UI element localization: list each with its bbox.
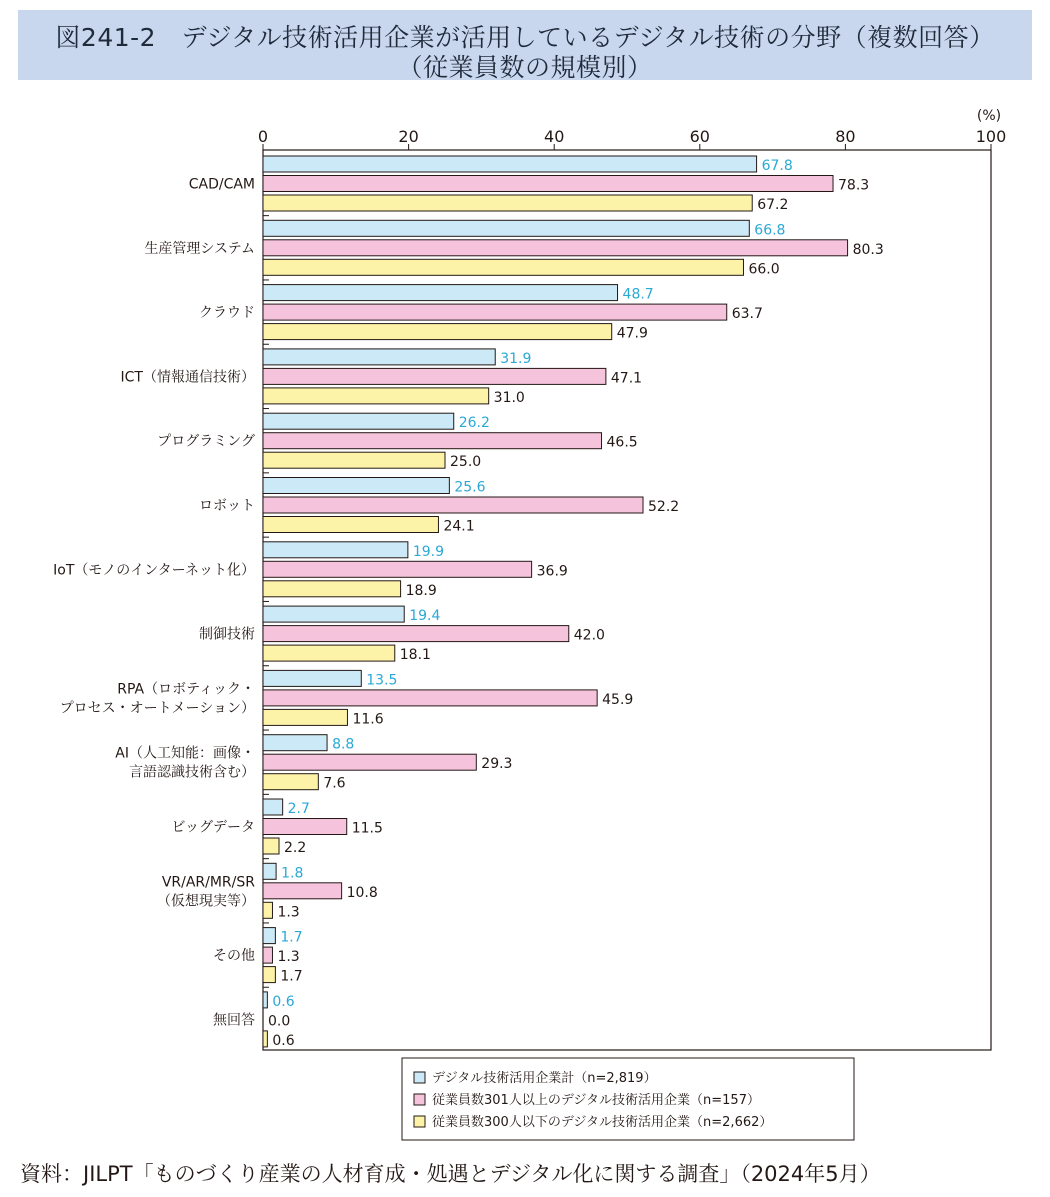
data-label: 47.9: [616, 325, 648, 342]
category-label: ICT（情報通信技術）: [120, 369, 255, 386]
category-label: RPA（ロボティック・: [117, 681, 255, 698]
data-label: 19.9: [412, 543, 445, 560]
bar: [263, 967, 275, 983]
data-label: 2.2: [284, 840, 307, 856]
x-tick-label: 100: [975, 127, 1007, 146]
category-label: （仮想現実等）: [157, 893, 255, 910]
category-label: 言語認識技術含む）: [129, 764, 255, 781]
data-label: 18.9: [405, 582, 437, 599]
data-label: 13.5: [366, 672, 398, 689]
bar: [263, 992, 267, 1008]
bar: [263, 220, 749, 236]
data-label: 0.0: [268, 1013, 291, 1030]
data-label: 80.3: [852, 241, 884, 258]
data-label: 42.0: [573, 627, 605, 644]
unit-label: (%): [976, 108, 1002, 124]
data-label: 1.7: [280, 968, 303, 985]
data-label: 47.1: [610, 370, 643, 387]
bar: [263, 606, 404, 622]
bar: [263, 581, 401, 597]
bar: [263, 799, 283, 815]
x-tick-label: 20: [398, 127, 419, 146]
bar: [263, 542, 408, 558]
category-label: 生産管理システム: [144, 240, 255, 257]
x-tick-label: 80: [835, 127, 856, 146]
data-label: 18.1: [399, 647, 431, 664]
source-note: 資料：JILPT「ものづくり産業の人材育成・処遇とデジタル化に関する調査」（2024年5月）: [20, 1162, 881, 1186]
bar: [263, 433, 602, 449]
data-label: 1.8: [281, 865, 304, 882]
bar: [263, 709, 347, 725]
data-label: 0.6: [272, 1032, 295, 1049]
x-tick-label: 60: [689, 127, 710, 146]
data-label: 25.6: [454, 479, 486, 496]
legend-label: 従業員数300人以下のデジタル技術活用企業（n=2,662）: [432, 1115, 773, 1130]
bar: [263, 754, 476, 770]
category-label: 制御技術: [199, 626, 255, 643]
chart-subtitle: （従業員数の規模別）: [397, 53, 653, 82]
category-label: VR/AR/MR/SR: [161, 874, 255, 891]
bar: [263, 838, 279, 854]
bar: [263, 928, 275, 944]
legend-swatch: [414, 1072, 425, 1083]
data-label: 10.8: [346, 884, 378, 901]
data-label: 2.7: [287, 801, 310, 817]
bar: [263, 863, 276, 879]
category-label: CAD/CAM: [188, 176, 255, 193]
data-label: 0.6: [272, 993, 295, 1010]
bar: [263, 195, 752, 211]
data-label: 7.6: [323, 775, 346, 792]
data-label: 48.7: [622, 286, 654, 303]
bar: [263, 902, 272, 918]
data-label: 11.5: [351, 820, 383, 837]
bar: [263, 690, 597, 706]
bar: [263, 413, 454, 429]
chart-title: 図241-2 デジタル技術活用企業が活用しているデジタル技術の分野（複数回答）: [55, 23, 995, 52]
data-label: 46.5: [606, 434, 638, 451]
bar: [263, 517, 438, 533]
category-label: クラウド: [199, 305, 255, 322]
bar: [263, 240, 848, 256]
bar: [263, 819, 347, 835]
category-label: ロボット: [199, 498, 255, 514]
category-label: プロセス・オートメーション）: [59, 700, 255, 717]
data-label: 26.2: [458, 415, 490, 432]
data-label: 8.8: [332, 736, 355, 753]
data-label: 1.3: [277, 904, 300, 921]
data-label: 25.0: [450, 454, 482, 471]
bar: [263, 388, 489, 404]
category-label: AI（人工知能：画像・: [115, 745, 255, 762]
data-label: 66.8: [754, 222, 786, 239]
data-label: 24.1: [443, 518, 475, 535]
data-label: 29.3: [481, 756, 513, 773]
title-band: [18, 10, 1032, 80]
bar: [263, 735, 327, 751]
category-label: ビッグデータ: [171, 819, 255, 836]
bar: [263, 324, 612, 340]
bar: [263, 626, 569, 642]
legend-label: デジタル技術活用企業計（n=2,819）: [432, 1071, 657, 1086]
bar: [263, 285, 618, 301]
data-label: 78.3: [838, 177, 870, 194]
bar: [263, 774, 318, 790]
bar: [263, 670, 361, 686]
bar: [263, 1031, 267, 1047]
data-label: 31.9: [500, 350, 532, 367]
data-label: 36.9: [536, 563, 568, 580]
data-label: 1.7: [280, 929, 303, 946]
data-label: 67.2: [757, 197, 789, 213]
bar: [263, 645, 395, 661]
data-label: 67.8: [761, 158, 793, 174]
data-label: 66.0: [748, 261, 780, 278]
data-label: 19.4: [409, 608, 441, 625]
bar: [263, 883, 342, 899]
category-label: プログラミング: [157, 433, 255, 450]
bar: [263, 497, 643, 513]
bar: [263, 947, 272, 963]
bar: [263, 304, 727, 320]
data-label: 63.7: [731, 306, 763, 323]
bar: [263, 561, 532, 577]
data-label: 31.0: [493, 389, 525, 406]
data-label: 52.2: [648, 499, 680, 515]
bar: [263, 156, 757, 172]
category-label: その他: [213, 948, 255, 965]
bar: [263, 452, 445, 468]
legend-label: 従業員数301人以上のデジタル技術活用企業（n=157）: [432, 1093, 760, 1108]
x-tick-label: 0: [257, 127, 269, 146]
legend-swatch: [414, 1116, 425, 1127]
bar-chart: [0, 90, 1050, 1150]
bar: [263, 368, 606, 384]
legend-swatch: [414, 1094, 425, 1105]
bar: [263, 478, 449, 494]
bar: [263, 259, 743, 275]
x-tick-label: 40: [544, 127, 565, 146]
data-label: 11.6: [352, 711, 384, 728]
bar: [263, 176, 833, 192]
data-label: 1.3: [277, 949, 300, 966]
category-label: IoT（モノのインターネット化）: [53, 562, 255, 579]
bar: [263, 349, 495, 365]
category-label: 無回答: [213, 1012, 255, 1029]
data-label: 45.9: [602, 691, 634, 708]
